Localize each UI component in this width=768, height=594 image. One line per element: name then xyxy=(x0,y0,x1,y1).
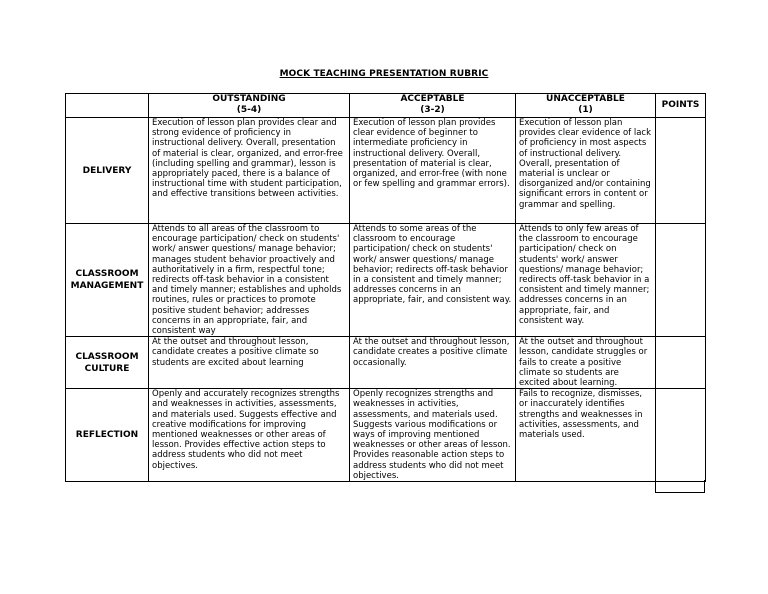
header-acceptable-label: ACCEPTABLE xyxy=(400,94,465,104)
row-category: REFLECTION xyxy=(66,389,149,482)
points-cell[interactable] xyxy=(656,224,706,337)
points-cell[interactable] xyxy=(656,389,706,482)
header-acceptable-range: (3-2) xyxy=(420,105,445,115)
acceptable-cell: Openly recognizes strengths and weaknesses in activities, assessments, and materials used. Suggests various modifications or ways of improving mentioned weaknesses or other areas of lesson. Provides reasonable action steps to address students who did not meet objectives. xyxy=(350,389,516,482)
acceptable-cell: At the outset and throughout lesson, candidate creates a positive climate occasionally. xyxy=(350,337,516,389)
outstanding-cell: Execution of lesson plan provides clear and strong evidence of proficiency in instructional delivery. Overall, presentation of material is clear, organized, and error-free (including spelling and grammar), lesson is appropriately paced, there is a balance of instructional time with student participation, and effective transitions between activities. xyxy=(149,118,350,224)
header-unacceptable-label: UNACCEPTABLE xyxy=(546,94,625,104)
rubric-row-delivery xyxy=(66,118,706,224)
total-points-box[interactable] xyxy=(655,480,705,493)
unacceptable-cell: At the outset and throughout lesson, candidate struggles or fails to create a positive climate so students are excited about learning. xyxy=(516,337,656,389)
rubric-row-classroom-management xyxy=(66,224,706,337)
header-unacceptable xyxy=(516,94,656,118)
unacceptable-cell: Attends to only few areas of the classroom to encourage participation/ check on students' work/ answer questions/ manage behavior; redirects off-task behavior in a consistent and timely manner; addresses concerns in an appropriate, fair, and consistent way. xyxy=(516,224,656,337)
header-row xyxy=(66,94,706,118)
outstanding-cell: Attends to all areas of the classroom to encourage participation/ check on students' work/ answer questions/ manage behavior; manages student behavior proactively and authoritatively in a firm, respectful tone; redirects off-task behavior in a consistent and timely manner; establishes and upholds routines, rules or practices to promote positive student behavior; addresses concerns in an appropriate, fair, and consistent way xyxy=(149,224,350,337)
row-category: CLASSROOM MANAGEMENT xyxy=(66,224,149,337)
row-category: DELIVERY xyxy=(66,118,149,224)
header-unacceptable-range: (1) xyxy=(578,105,593,115)
page-title: MOCK TEACHING PRESENTATION RUBRIC xyxy=(279,69,489,79)
acceptable-cell: Attends to some areas of the classroom to encourage participation/ check on students' work/ answer questions/ manage behavior; redirects off-task behavior in a consistent and timely manner; addresses concerns in an appropriate, fair, and consistent way. xyxy=(350,224,516,337)
header-acceptable xyxy=(350,94,516,118)
unacceptable-cell: Fails to recognize, dismisses, or inaccurately identifies strengths and weaknesses in activities, assessments, and materials used. xyxy=(516,389,656,482)
outstanding-cell: At the outset and throughout lesson, candidate creates a positive climate so students are excited about learning xyxy=(149,337,350,389)
header-outstanding-label: OUTSTANDING xyxy=(212,94,286,104)
rubric-row-classroom-culture xyxy=(66,337,706,389)
rubric-row-reflection xyxy=(66,389,706,482)
header-points: POINTS xyxy=(656,94,706,118)
row-category: CLASSROOM CULTURE xyxy=(66,337,149,389)
header-outstanding-range: (5-4) xyxy=(236,105,262,115)
points-cell[interactable] xyxy=(656,118,706,224)
acceptable-cell: Execution of lesson plan provides clear evidence of beginner to intermediate proficiency in instructional delivery. Overall, presentation of material is clear, organized, and error-free (with none or few spelling and grammar errors). xyxy=(350,118,516,224)
header-outstanding xyxy=(149,94,350,118)
points-cell[interactable] xyxy=(656,337,706,389)
unacceptable-cell: Execution of lesson plan provides clear evidence of lack of proficiency in most aspects of instructional delivery. Overall, presentation of material is unclear or disorganized and/or containing significant errors in content or grammar and spelling. xyxy=(516,118,656,224)
outstanding-cell: Openly and accurately recognizes strengths and weaknesses in activities, assessments, and materials used. Suggests effective and creative modifications for improving mentioned weaknesses or other areas of lesson. Provides effective action steps to address students who did not meet objectives. xyxy=(149,389,350,482)
header-category-cell xyxy=(66,94,149,118)
rubric-table xyxy=(65,93,706,482)
